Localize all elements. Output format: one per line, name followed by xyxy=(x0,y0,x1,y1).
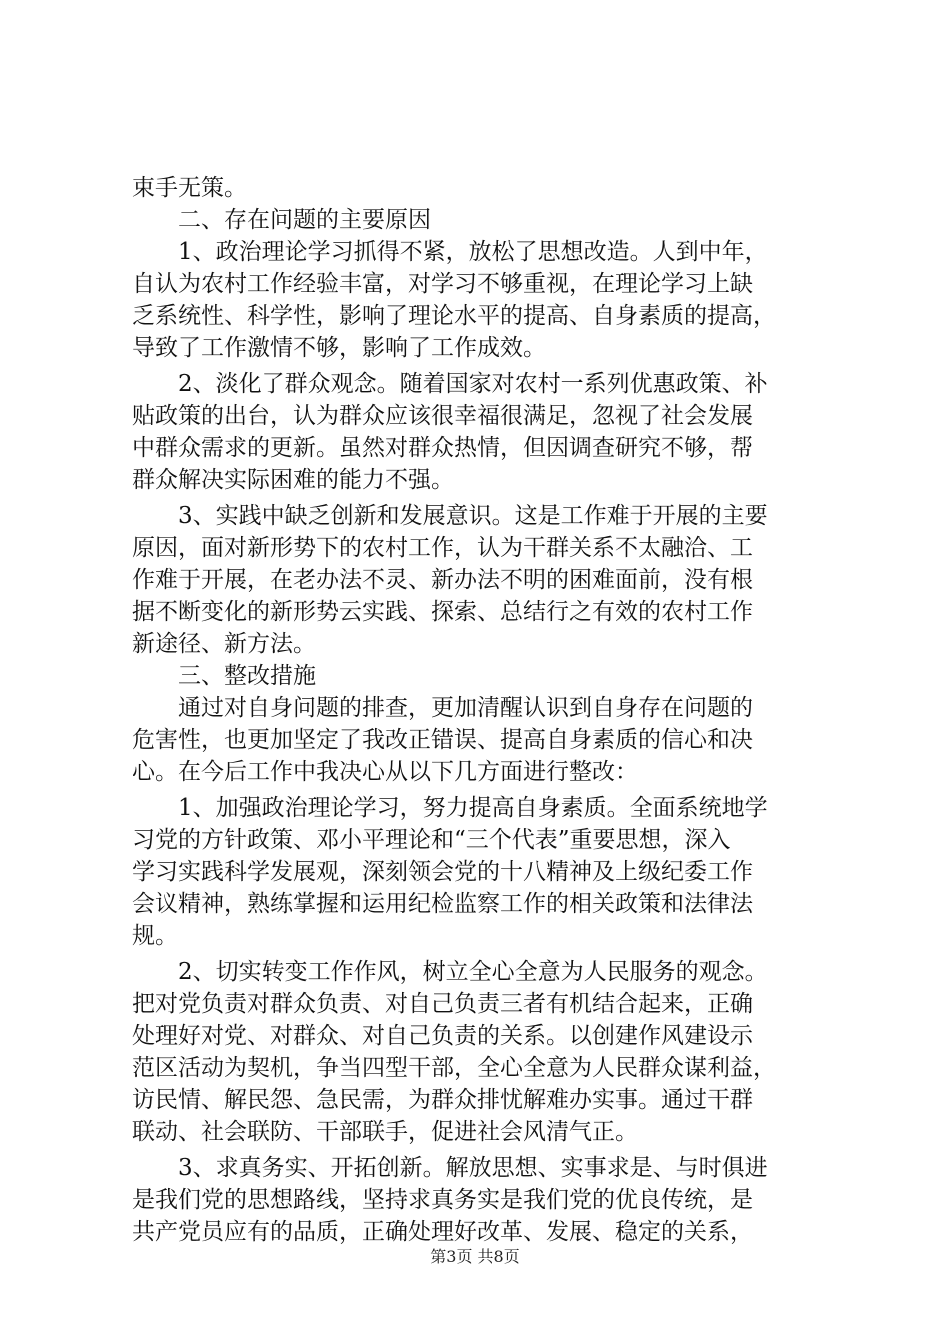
text-line: 2、切实转变工作作风，树立全心全意为人民服务的观念。 xyxy=(132,959,768,985)
text-line: 乏系统性、科学性，影响了理论水平的提高、自身素质的提高， xyxy=(132,303,776,329)
section-heading: 二、存在问题的主要原因 xyxy=(132,207,431,233)
section-heading: 三、整改措施 xyxy=(132,663,316,689)
text-line: 束手无策。 xyxy=(132,175,247,201)
text-line: 1、政治理论学习抓得不紧，放松了思想改造。人到中年， xyxy=(132,239,768,265)
document-body xyxy=(132,172,832,1248)
text-line: 共产党员应有的品质，正确处理好改革、发展、稳定的关系， xyxy=(132,1219,753,1245)
text-line: 学习实践科学发展观，深刻领会党的十八精神及上级纪委工作 xyxy=(132,859,753,885)
text-line: 把对党负责对群众负责、对自己负责三者有机结合起来，正确 xyxy=(132,991,753,1017)
text-line: 作难于开展，在老办法不灵、新办法不明的困难面前，没有根 xyxy=(132,567,753,593)
text-line: 会议精神，熟练掌握和运用纪检监察工作的相关政策和法律法 xyxy=(132,891,753,917)
text-line: 心。在今后工作中我决心从以下几方面进行整改： xyxy=(132,759,638,785)
text-line: 3、实践中缺乏创新和发展意识。这是工作难于开展的主要 xyxy=(132,503,768,529)
text-line: 据不断变化的新形势云实践、探索、总结行之有效的农村工作 xyxy=(132,599,753,625)
text-line: 访民情、解民怨、急民需，为群众排忧解难办实事。通过干群 xyxy=(132,1087,753,1113)
text-line: 导致了工作激情不够，影响了工作成效。 xyxy=(132,335,546,361)
text-line: 3、求真务实、开拓创新。解放思想、实事求是、与时俱进 xyxy=(132,1155,768,1181)
text-line: 贴政策的出台，认为群众应该很幸福很满足，忽视了社会发展 xyxy=(132,403,753,429)
text-line: 群众解决实际困难的能力不强。 xyxy=(132,467,454,493)
text-line: 范区活动为契机，争当四型干部，全心全意为人民群众谋利益， xyxy=(132,1055,776,1081)
page-footer xyxy=(0,1244,950,1267)
text-line: 规。 xyxy=(132,923,178,949)
text-line: 原因，面对新形势下的农村工作，认为干群关系不太融洽、工 xyxy=(132,535,753,561)
page-number-label: 第3页 共8页 xyxy=(430,1247,520,1266)
text-line: 危害性，也更加坚定了我改正错误、提高自身素质的信心和决 xyxy=(132,727,753,753)
text-line: 1、加强政治理论学习，努力提高自身素质。全面系统地学 xyxy=(132,795,768,821)
text-line: 中群众需求的更新。虽然对群众热情，但因调查研究不够，帮 xyxy=(132,435,753,461)
text-line: 联动、社会联防、干部联手，促进社会风清气正。 xyxy=(132,1119,638,1145)
text-line: 是我们党的思想路线，坚持求真务实是我们党的优良传统，是 xyxy=(132,1187,753,1213)
text-line: 处理好对党、对群众、对自己负责的关系。以创建作风建设示 xyxy=(132,1023,753,1049)
text-line: 自认为农村工作经验丰富，对学习不够重视，在理论学习上缺 xyxy=(132,271,753,297)
text-line: 通过对自身问题的排查，更加清醒认识到自身存在问题的 xyxy=(132,695,753,721)
text-line: 新途径、新方法。 xyxy=(132,631,316,657)
text-line: 习党的方针政策、邓小平理论和“三个代表”重要思想，深入 xyxy=(132,827,731,853)
text-line: 2、淡化了群众观念。随着国家对农村一系列优惠政策、补 xyxy=(132,371,768,397)
